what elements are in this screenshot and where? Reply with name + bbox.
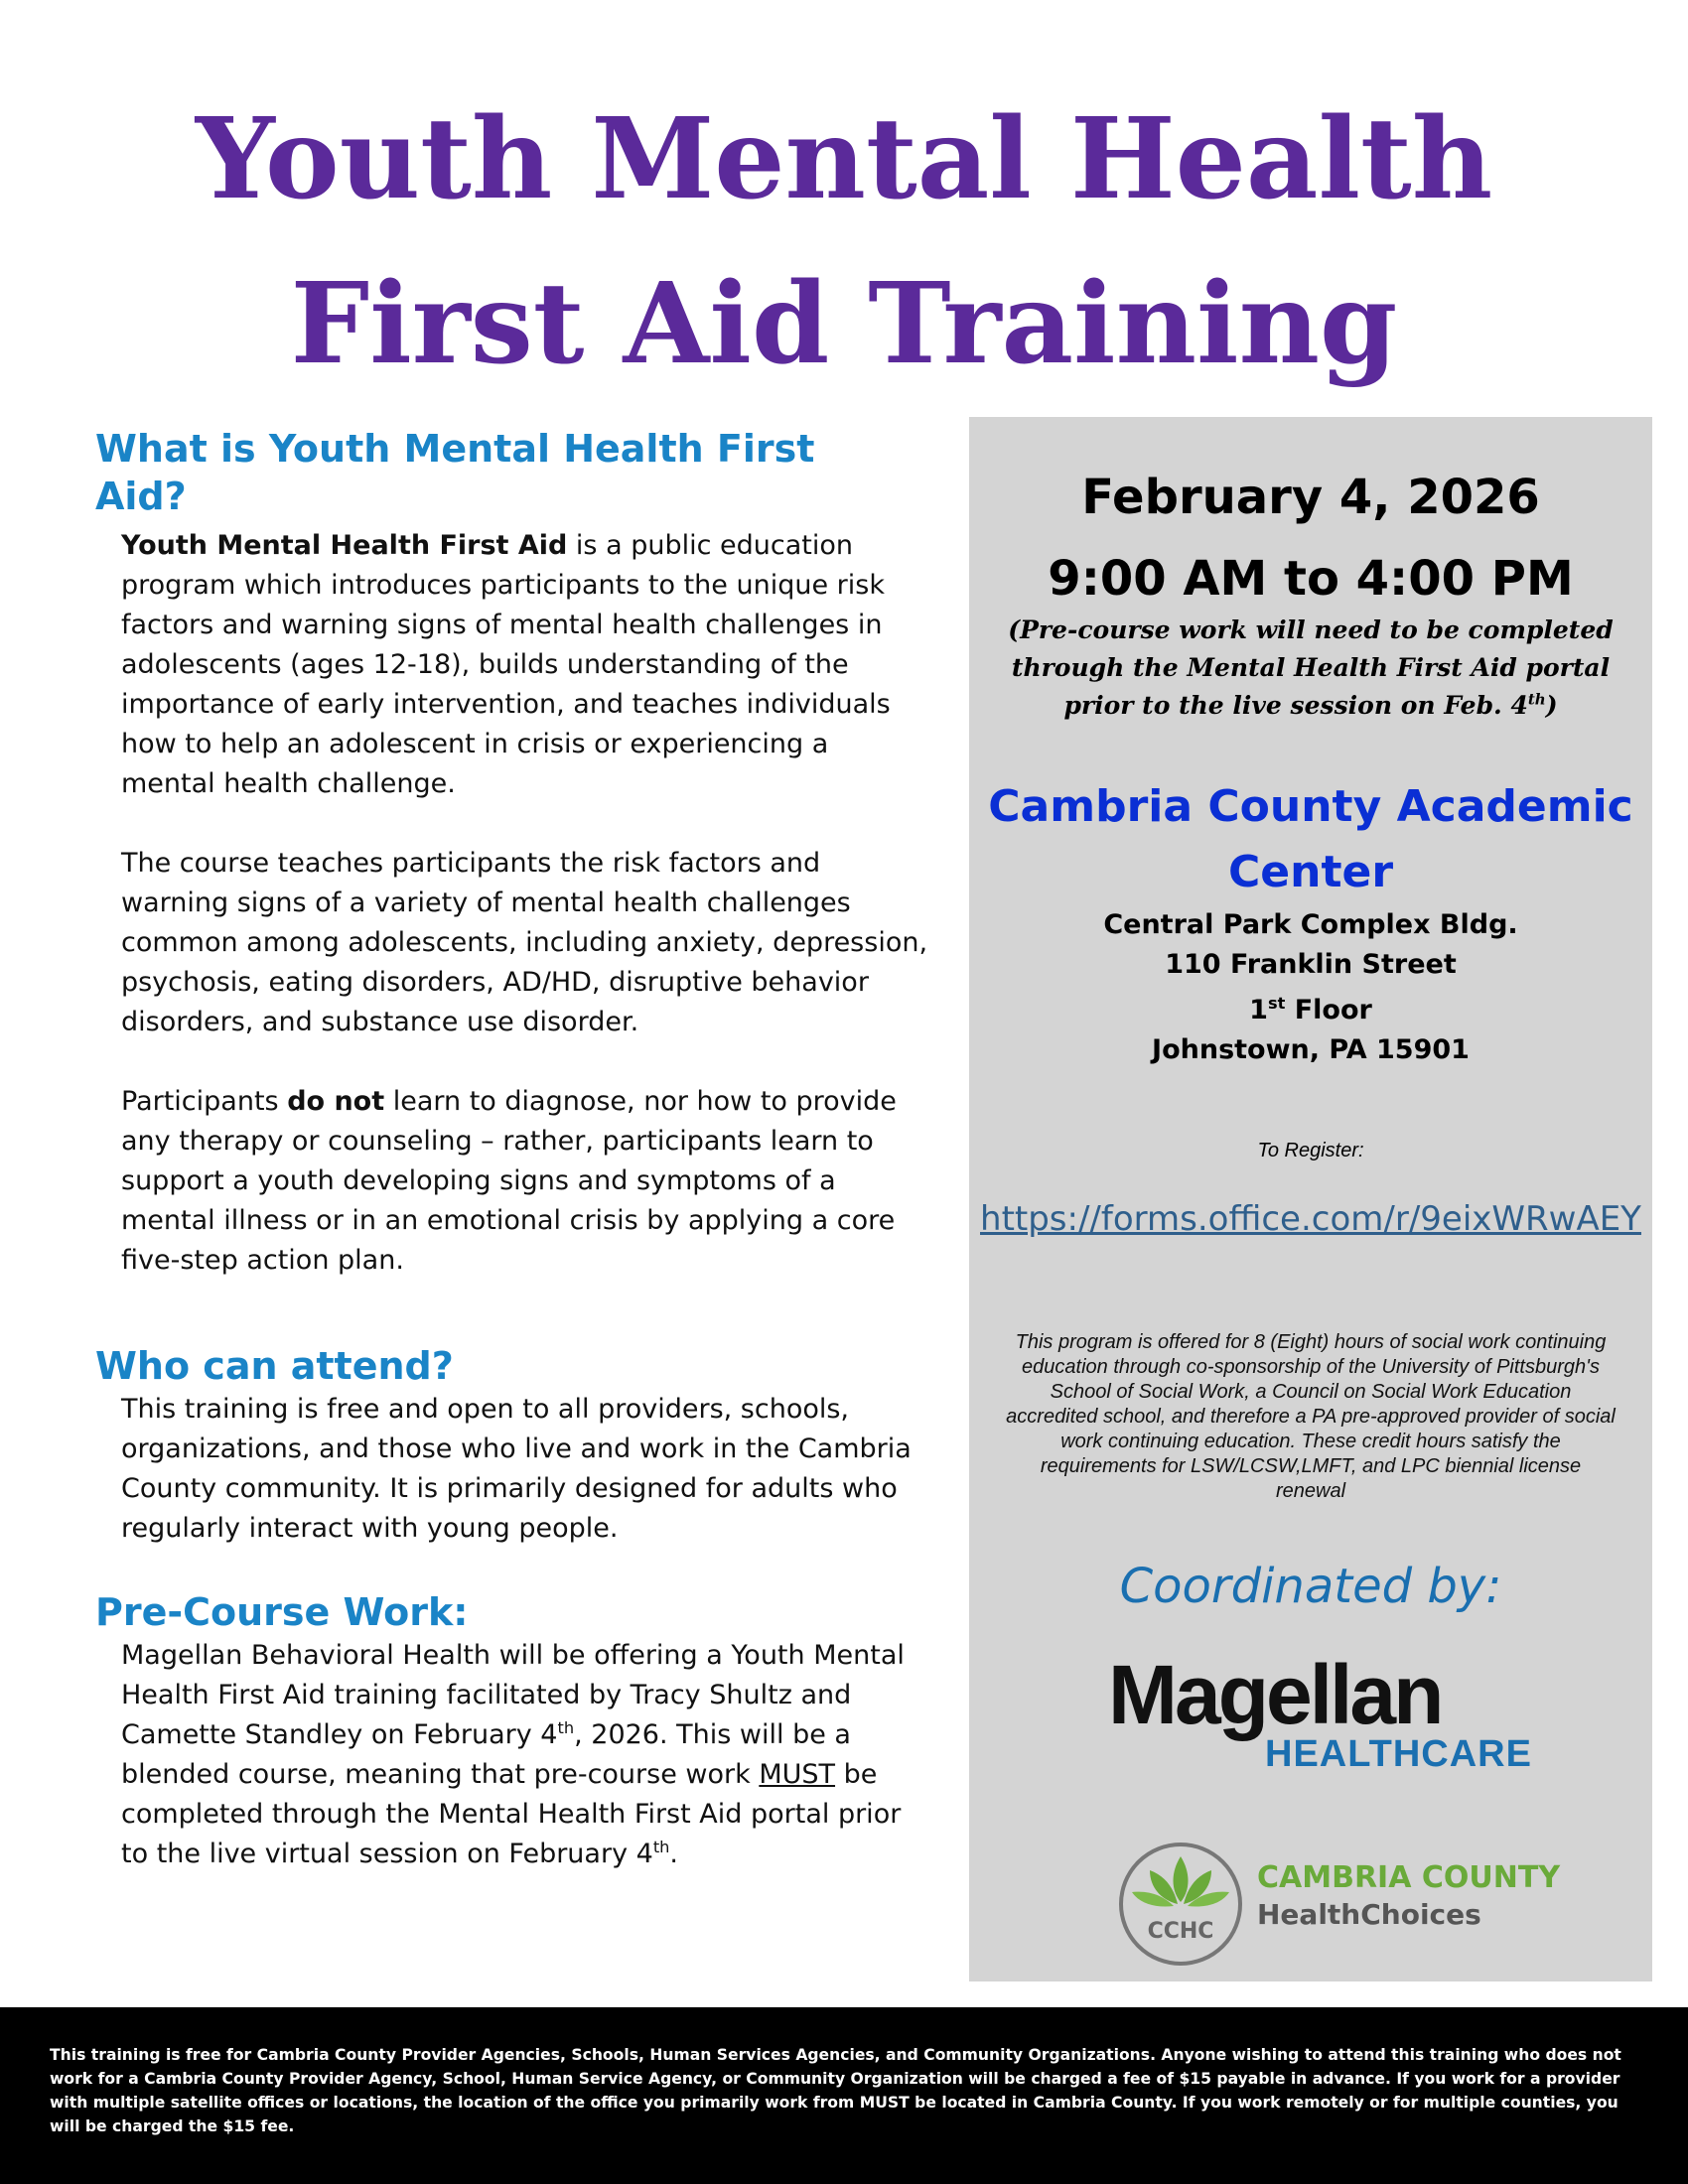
event-date: February 4, 2026 bbox=[1081, 470, 1540, 525]
what-paragraph-1-rest: is a public education program which introduces participants to the unique risk factors and warning signs of mental health challenges in adolescents (ages 12-18), builds understanding of the importance of early intervention, and teaches individuals how to help an adolescent in crisis or experiencing a mental health challenge. bbox=[121, 530, 891, 799]
who-heading: Who can attend? bbox=[95, 1344, 454, 1388]
pre-sup-2: th bbox=[652, 1838, 670, 1856]
cchc-lotus-icon bbox=[1116, 1835, 1245, 1974]
what-paragraph-1 bbox=[121, 526, 929, 804]
left-column bbox=[95, 425, 929, 1874]
what-paragraph-3-bold: do not bbox=[287, 1086, 385, 1117]
venue-line-1: Cambria County Academic bbox=[988, 781, 1633, 832]
pre-heading: Pre-Course Work: bbox=[95, 1590, 469, 1634]
event-time: 9:00 AM to 4:00 PM bbox=[1048, 551, 1574, 607]
address-line-1: Central Park Complex Bldg. bbox=[1103, 909, 1518, 940]
address-line-2: 110 Franklin Street bbox=[1165, 949, 1457, 980]
magellan-logo bbox=[1108, 1648, 1532, 1809]
what-paragraph-2: The course teaches participants the risk factors and warning signs of a variety of mental health challenges common among adolescents, including anxiety, depression, psychosis, eating disorders, AD/HD, disruptive behavior disorders, and substance use disorder. bbox=[121, 848, 928, 1037]
magellan-logo-word: Magellan bbox=[1108, 1648, 1442, 1741]
coordinated-by-label: Coordinated by: bbox=[1119, 1559, 1502, 1614]
cchc-badge-text: CCHC bbox=[1147, 1919, 1214, 1944]
venue-address bbox=[969, 905, 1652, 1070]
precourse-text-b: ) bbox=[1545, 691, 1558, 720]
who-paragraph: This training is free and open to all providers, schools, organizations, and those who live and work in the Cambria County community. It is primarily designed for adults who regularly interact with young people. bbox=[121, 1394, 912, 1544]
precourse-note bbox=[999, 612, 1622, 725]
venue-line-2: Center bbox=[1227, 847, 1394, 897]
ce-credit-note: This program is offered for 8 (Eight) hours of social work continuing education through co-sponsorship of the University of Pittsburgh's School of Social Work, a Council on Social Work Education accredited school, and therefore a PA pre-approved provider of social work continuing education. These credit hours satisfy the requirements for LSW/LCSW,LMFT, and LPC biennial license renewal bbox=[1006, 1331, 1616, 1502]
title-line-1: Youth Mental Health bbox=[195, 94, 1493, 224]
pre-paragraph bbox=[121, 1636, 929, 1874]
pre-text-c: be completed through the Mental Health First Aid portal prior to the live virtual session on February 4 bbox=[121, 1759, 902, 1869]
pre-sup-1: th bbox=[557, 1718, 575, 1737]
address-floor-sup: st bbox=[1267, 994, 1286, 1013]
venue-name bbox=[969, 774, 1652, 905]
what-paragraph-3 bbox=[121, 1082, 929, 1281]
what-paragraph-3-a: Participants bbox=[121, 1086, 288, 1117]
precourse-text-a: (Pre-course work will need to be completed through the Mental Health First Aid portal prior to the live session on Feb. 4 bbox=[1008, 615, 1614, 720]
what-paragraph-3-b: learn to diagnose, nor how to provide any therapy or counseling – rather, participants learn to support a youth developing signs and symptoms of a mental illness or in an emotional crisis by applying a core five-step action plan. bbox=[121, 1086, 897, 1276]
register-label: To Register: bbox=[1257, 1140, 1364, 1161]
register-link[interactable]: https://forms.office.com/r/9eixWRwAEY bbox=[980, 1199, 1641, 1239]
pre-must: MUST bbox=[759, 1759, 836, 1790]
pre-text-a: Magellan Behavioral Health will be offering a Youth Mental Health First Aid training facilitated by Tracy Shultz and Camette Standley on February 4 bbox=[121, 1640, 905, 1750]
address-floor-number: 1 bbox=[1249, 995, 1268, 1025]
footer-notice bbox=[0, 2007, 1688, 2184]
precourse-sup: th bbox=[1527, 690, 1546, 709]
magellan-logo-sub: HEALTHCARE bbox=[1265, 1733, 1532, 1775]
pre-text-b: , 2026. This will be a blended course, meaning that pre-course work bbox=[121, 1719, 851, 1790]
event-date-time bbox=[969, 457, 1652, 619]
title-line-2: First Aid Training bbox=[290, 259, 1398, 389]
what-paragraph-1-bold: Youth Mental Health First Aid bbox=[121, 530, 568, 561]
page-title bbox=[0, 77, 1688, 407]
pre-text-d: . bbox=[669, 1839, 679, 1869]
address-floor-rest: Floor bbox=[1285, 995, 1372, 1025]
what-heading: What is Youth Mental Health First Aid? bbox=[95, 427, 815, 518]
cchc-logo bbox=[1116, 1835, 1593, 1974]
cchc-logo-line-2: HealthChoices bbox=[1257, 1898, 1481, 1931]
cchc-logo-line-1: CAMBRIA COUNTY bbox=[1257, 1860, 1561, 1895]
event-info-panel bbox=[969, 417, 1652, 1981]
address-line-4: Johnstown, PA 15901 bbox=[1152, 1034, 1470, 1065]
footer-text: This training is free for Cambria County Provider Agencies, Schools, Human Services Agencies, and Community Organizations. Anyone wishing to attend this training who does not work for a Cambria County Provider Agency, School, Human Service Agency, or Community Organization will be charged a fee of $15 payable in advance. If you work for a provider with multiple satellite offices or locations, the location of the office you primarily work from MUST be located in Cambria County. If you work remotely or for multiple counties, you will be charged the $15 fee. bbox=[50, 2046, 1621, 2135]
address-line-3 bbox=[969, 991, 1652, 1030]
